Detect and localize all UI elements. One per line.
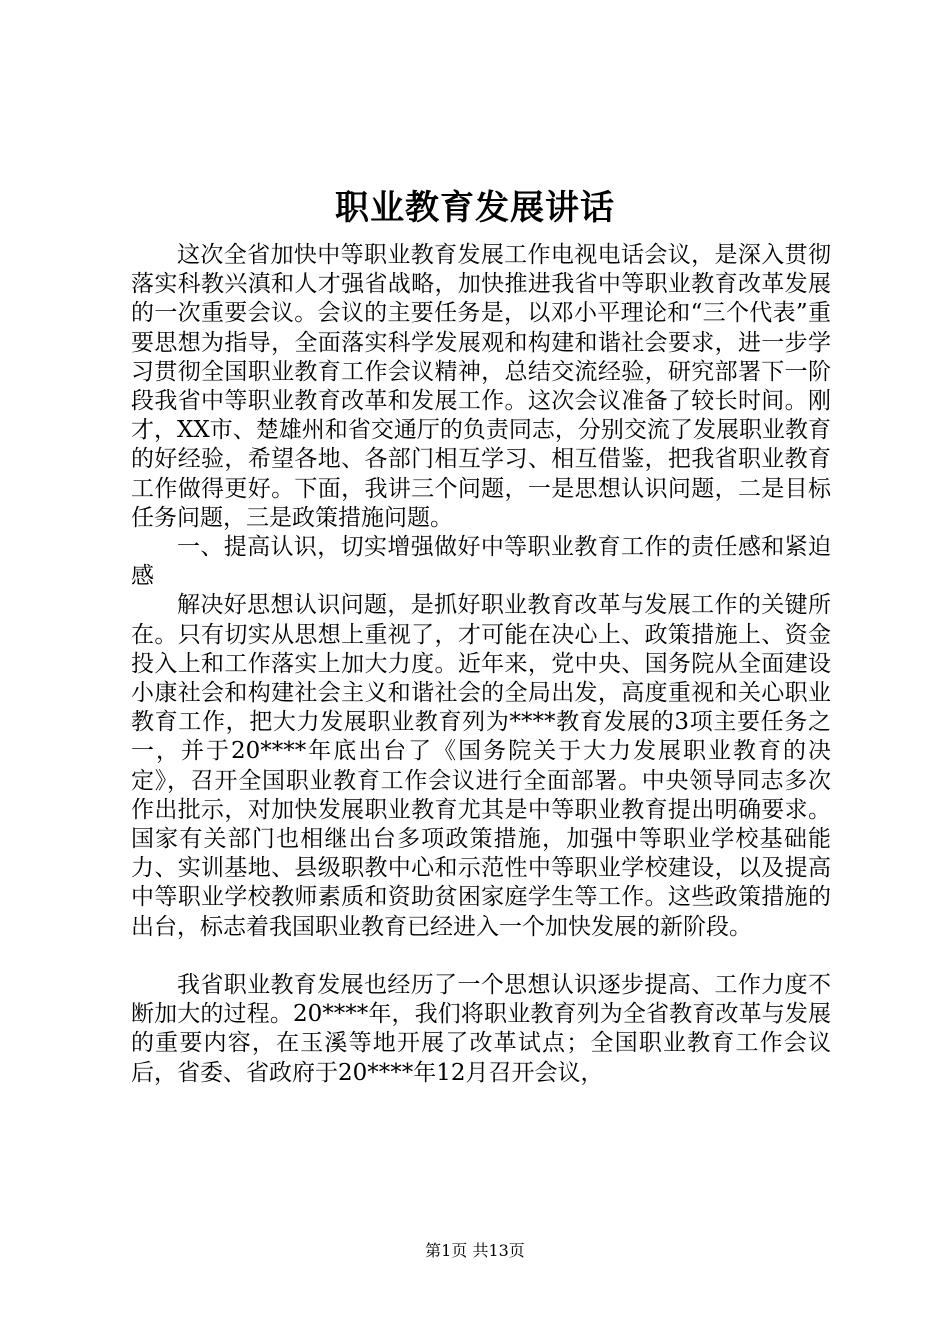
- page-footer: 第1页 共13页: [425, 1241, 525, 1260]
- section-heading: 一、提高认识，切实增强做好中等职业教育工作的责任感和紧迫感: [131, 534, 831, 590]
- page-title: 职业教育发展讲话: [335, 188, 615, 228]
- paragraph: 解决好思想认识问题，是抓好职业教育改革与发展工作的关键所在。只有切实从思想上重视了，才可能在决心上、政策措施上、资金投入上和工作落实上加大力度。近年来，党中央、国务院从全面建设小康社会和构建社会主义和谐社会的全局出发，高度重视和关心职业教育工作，把大力发展职业教育列为****教育发展的3项主要任务之一，并于20****年底出台了《国务院关于大力发展职业教育的决定》，召开全国职业教育工作会议进行全面部署。中央领导同志多次作出批示，对加快发展职业教育尤其是中等职业教育提出明确要求。国家有关部门也相继出台多项政策措施，加强中等职业学校基础能力、实训基地、县级职教中心和示范性中等职业学校建设，以及提高中等职业学校教师素质和资助贫困家庭学生等工作。这些政策措施的出台，标志着我国职业教育已经进入一个加快发展的新阶段。: [131, 592, 831, 940]
- document-body: [131, 241, 831, 1088]
- paragraph: 我省职业教育发展也经历了一个思想认识逐步提高、工作力度不断加大的过程。20****年，我们将职业教育列为全省教育改革与发展的重要内容，在玉溪等地开展了改革试点；全国职业教育工作会议后，省委、省政府于20****年12月召开会议，: [131, 972, 831, 1086]
- paragraph: 这次全省加快中等职业教育发展工作电视电话会议，是深入贯彻落实科教兴滇和人才强省战略，加快推进我省中等职业教育改革发展的一次重要会议。会议的主要任务是，以邓小平理论和“三个代表”重要思想为指导，全面落实科学发展观和构建和谐社会要求，进一步学习贯彻全国职业教育工作会议精神，总结交流经验，研究部署下一阶段我省中等职业教育改革和发展工作。这次会议准备了较长时间。刚才，XX市、楚雄州和省交通厅的负责同志，分别交流了发展职业教育的好经验，希望各地、各部门相互学习、相互借鉴，把我省职业教育工作做得更好。下面，我讲三个问题，一是思想认识问题，二是目标任务问题，三是政策措施问题。: [131, 242, 831, 531]
